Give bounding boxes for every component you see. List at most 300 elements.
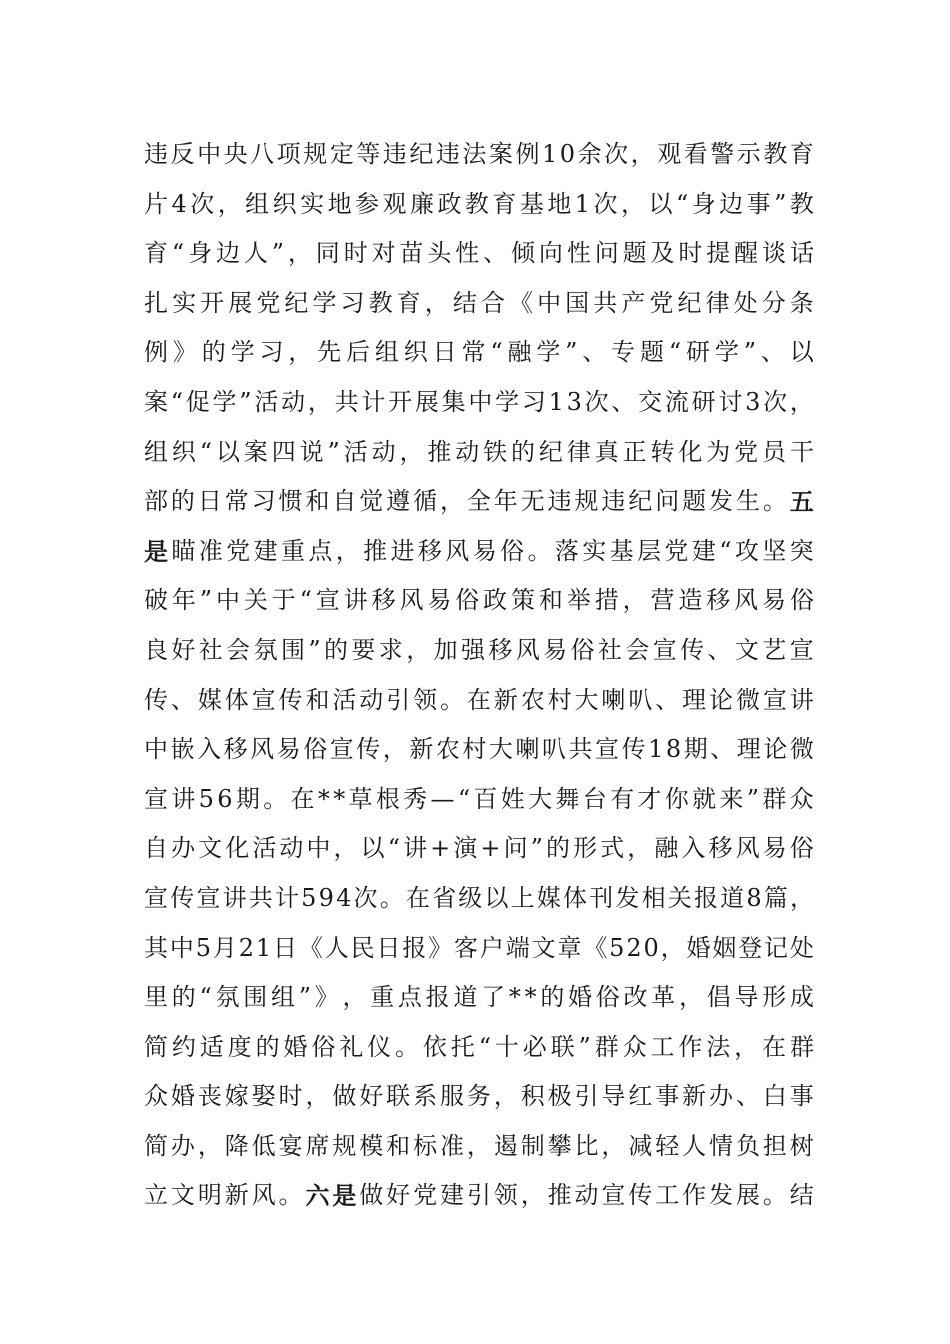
text-char: 以 bbox=[360, 834, 385, 863]
text-char: 倡 bbox=[706, 983, 731, 1012]
text-line bbox=[144, 775, 814, 825]
text-char: 比 bbox=[574, 1131, 599, 1160]
text-char: 廉 bbox=[409, 189, 434, 218]
text-char: 低 bbox=[251, 1131, 276, 1160]
text-char: 记 bbox=[764, 933, 789, 962]
text-char: ， bbox=[399, 437, 424, 466]
text-char: 村 bbox=[547, 685, 572, 714]
text-char: ” bbox=[327, 437, 340, 466]
text-char: 身 bbox=[188, 239, 213, 268]
text-char: 促 bbox=[185, 387, 210, 416]
text-char: 红 bbox=[628, 1082, 653, 1111]
text-char: 育 bbox=[789, 140, 814, 168]
text-char: 集 bbox=[441, 387, 466, 416]
text-char: 农 bbox=[520, 685, 545, 714]
body-paragraph bbox=[144, 130, 814, 1221]
bold-heading-char: 是 bbox=[144, 536, 168, 566]
text-char: 大 bbox=[488, 735, 513, 764]
text-char: 习 bbox=[251, 487, 276, 516]
text-char: 参 bbox=[355, 189, 380, 218]
text-char: “ bbox=[668, 338, 682, 367]
text-char: “ bbox=[675, 189, 689, 218]
text-char: 员 bbox=[762, 437, 787, 466]
text-char: 新 bbox=[409, 735, 434, 764]
text-line bbox=[144, 527, 814, 577]
text-char: 党 bbox=[256, 288, 281, 317]
text-char: 规 bbox=[574, 487, 599, 516]
text-char: 于 bbox=[271, 586, 296, 615]
text-char: 。 bbox=[263, 784, 288, 813]
text-char: 、 bbox=[582, 338, 607, 367]
text-char: 合 bbox=[480, 288, 505, 317]
text-char: 才 bbox=[637, 784, 662, 813]
text-line bbox=[144, 130, 814, 180]
text-char: 作 bbox=[678, 1032, 703, 1061]
text-char: 和 bbox=[305, 685, 330, 714]
text-char: 传 bbox=[170, 883, 195, 912]
text-char: 事 bbox=[655, 1082, 680, 1111]
text-char: 党 bbox=[649, 288, 674, 317]
text-char: 四 bbox=[271, 437, 296, 466]
text-char: 政 bbox=[437, 189, 462, 218]
text-char: 舞 bbox=[555, 784, 580, 813]
text-char: 立 bbox=[144, 1181, 168, 1210]
text-char: 演 bbox=[453, 834, 478, 863]
text-char: 式 bbox=[600, 834, 625, 863]
text-char: 话 bbox=[789, 239, 814, 268]
text-char: 农 bbox=[435, 735, 460, 764]
text-char: 登 bbox=[738, 933, 763, 962]
text-char: 律 bbox=[566, 437, 591, 466]
text-char: “ bbox=[170, 387, 184, 416]
text-char: 宴 bbox=[278, 1131, 303, 1160]
text-char: 中 bbox=[169, 933, 194, 962]
text-char: 5 bbox=[301, 883, 317, 912]
text-char: 和 bbox=[386, 1131, 411, 1160]
text-char: 导 bbox=[734, 983, 759, 1012]
text-char: 自 bbox=[332, 487, 357, 516]
text-char: 地 bbox=[547, 189, 572, 218]
text-char: 学 bbox=[212, 387, 237, 416]
text-line bbox=[144, 626, 814, 676]
text-char: 1 bbox=[648, 735, 664, 764]
text-line bbox=[144, 328, 814, 378]
text-char: 媒 bbox=[197, 685, 222, 714]
text-char: 刊 bbox=[589, 883, 614, 912]
text-char: 性 bbox=[455, 239, 480, 268]
text-char: 草 bbox=[348, 784, 373, 813]
text-char: 在 bbox=[762, 1032, 787, 1061]
text-char: ， bbox=[601, 1131, 626, 1160]
text-char: 动 bbox=[455, 437, 480, 466]
text-char: 艺 bbox=[762, 635, 787, 664]
text-char: 重 bbox=[370, 983, 395, 1012]
text-char: 、 bbox=[611, 387, 636, 416]
text-char: ” bbox=[743, 338, 757, 367]
text-char: 日 bbox=[376, 933, 401, 962]
text-char: 理 bbox=[682, 685, 707, 714]
text-line bbox=[144, 576, 814, 626]
text-char: 计 bbox=[274, 883, 299, 912]
text-char: 务 bbox=[466, 1082, 491, 1111]
text-char: 边 bbox=[215, 239, 240, 268]
text-char: 3 bbox=[566, 387, 582, 416]
text-char: 学 bbox=[230, 338, 255, 367]
text-char: 循 bbox=[413, 487, 438, 516]
text-char: 《 bbox=[509, 288, 534, 317]
text-char: 工 bbox=[655, 1181, 680, 1210]
text-char: 准 bbox=[439, 1131, 464, 1160]
text-char: 降 bbox=[224, 1131, 249, 1160]
text-char: 导 bbox=[601, 1082, 626, 1111]
text-line bbox=[144, 874, 814, 924]
text-char: 破 bbox=[144, 586, 168, 615]
text-char: 中 bbox=[468, 387, 493, 416]
text-char: 育 bbox=[492, 189, 517, 218]
text-char: 移 bbox=[708, 834, 733, 863]
text-char: 引 bbox=[466, 1181, 491, 1210]
text-char: 娶 bbox=[251, 1082, 276, 1111]
text-char: 进 bbox=[390, 536, 415, 565]
text-char: 看 bbox=[683, 140, 708, 168]
text-char: 依 bbox=[422, 1032, 447, 1061]
text-line bbox=[144, 1072, 814, 1122]
text-char: 央 bbox=[223, 140, 248, 168]
text-char: 道 bbox=[720, 883, 745, 912]
text-char: 办 bbox=[709, 1082, 734, 1111]
text-char: 育 bbox=[396, 288, 421, 317]
text-char: 日 bbox=[197, 487, 222, 516]
text-char: 里 bbox=[144, 983, 168, 1012]
text-char: 风 bbox=[735, 834, 760, 863]
text-char: 以 bbox=[789, 338, 814, 367]
text-char: 引 bbox=[574, 1082, 599, 1111]
text-char: 风 bbox=[515, 635, 540, 664]
text-char: 群 bbox=[594, 1032, 619, 1061]
text-char: 展 bbox=[735, 1181, 760, 1210]
text-char: 部 bbox=[144, 487, 168, 516]
text-char: 法 bbox=[462, 140, 487, 168]
text-char: 中 bbox=[215, 586, 240, 615]
text-char: 移 bbox=[706, 586, 731, 615]
text-char: 有 bbox=[610, 784, 635, 813]
text-char: 做 bbox=[359, 1181, 384, 1210]
text-char: 婚 bbox=[686, 933, 711, 962]
text-char: ， bbox=[288, 338, 313, 367]
text-char: 性 bbox=[566, 239, 591, 268]
text-char: 纪 bbox=[284, 288, 309, 317]
text-char: 省 bbox=[432, 883, 457, 912]
text-char: 教 bbox=[789, 189, 814, 218]
text-char: 氛 bbox=[215, 983, 240, 1012]
text-char: 党 bbox=[413, 1181, 438, 1210]
text-char: 共 bbox=[593, 288, 618, 317]
text-char: 纪 bbox=[677, 288, 702, 317]
text-char: 传 bbox=[628, 1181, 653, 1210]
text-char: 提 bbox=[706, 239, 731, 268]
text-char: 专 bbox=[611, 338, 636, 367]
text-char: 后 bbox=[346, 338, 371, 367]
text-char: 讨 bbox=[718, 387, 743, 416]
text-char: ， bbox=[630, 140, 655, 168]
text-char: * bbox=[333, 784, 346, 813]
text-char: 举 bbox=[566, 586, 591, 615]
text-char: 动 bbox=[279, 834, 304, 863]
text-char: 宣 bbox=[762, 685, 787, 714]
text-char: 建 bbox=[439, 1181, 464, 1210]
text-char: 丧 bbox=[197, 1082, 222, 1111]
text-char: 会 bbox=[226, 635, 251, 664]
text-char: 良 bbox=[144, 635, 168, 664]
text-char: 实 bbox=[582, 536, 607, 565]
text-char: 以 bbox=[484, 883, 509, 912]
text-char: 的 bbox=[255, 1032, 280, 1061]
text-char: “ bbox=[299, 586, 312, 615]
text-char: 推 bbox=[427, 437, 452, 466]
text-char: 建 bbox=[691, 536, 716, 565]
text-char: 发 bbox=[615, 883, 640, 912]
text-char: 微 bbox=[735, 685, 760, 714]
text-char: + bbox=[480, 834, 501, 863]
text-char: 易 bbox=[762, 834, 787, 863]
text-char: 交 bbox=[638, 387, 663, 416]
text-char: 、 bbox=[707, 635, 732, 664]
text-char: 在 bbox=[290, 784, 315, 813]
text-char: 。 bbox=[395, 1032, 420, 1061]
text-char: 正 bbox=[622, 437, 647, 466]
text-char: 为 bbox=[706, 437, 731, 466]
text-char: 在 bbox=[405, 883, 430, 912]
text-char: 在 bbox=[466, 685, 491, 714]
text-char: 明 bbox=[197, 1181, 222, 1210]
text-char: 处 bbox=[789, 933, 814, 962]
text-char: 常 bbox=[224, 487, 249, 516]
text-char: 要 bbox=[351, 635, 376, 664]
text-char: 中 bbox=[537, 288, 562, 317]
text-char: 做 bbox=[332, 1082, 357, 1111]
text-char: 了 bbox=[481, 983, 506, 1012]
text-char: 1 bbox=[548, 387, 564, 416]
text-char: ， bbox=[439, 487, 464, 516]
text-char: * bbox=[508, 983, 521, 1012]
text-char: 客 bbox=[454, 933, 479, 962]
text-char: 无 bbox=[520, 487, 545, 516]
text-char: 纪 bbox=[538, 437, 563, 466]
text-char: 落 bbox=[554, 536, 579, 565]
text-char: 推 bbox=[547, 1181, 572, 1210]
text-char: 联 bbox=[550, 1032, 575, 1061]
text-char: 规 bbox=[303, 140, 328, 168]
text-char: 情 bbox=[709, 1131, 734, 1160]
text-char: 。 bbox=[278, 1181, 303, 1210]
text-char: 自 bbox=[144, 834, 168, 863]
text-char: 5 bbox=[195, 933, 211, 962]
text-char: 真 bbox=[594, 437, 619, 466]
text-char: 百 bbox=[473, 784, 498, 813]
text-char: 等 bbox=[356, 140, 381, 168]
text-char: ， bbox=[217, 189, 242, 218]
text-char: 体 bbox=[224, 685, 249, 714]
text-char: 活 bbox=[254, 387, 279, 416]
text-char: 报 bbox=[425, 983, 450, 1012]
text-char: 次 bbox=[593, 189, 618, 218]
text-char: 宣 bbox=[595, 735, 620, 764]
text-char: 4 bbox=[171, 189, 187, 218]
text-char: 织 bbox=[403, 338, 428, 367]
text-char: ， bbox=[622, 586, 647, 615]
text-char: 传 bbox=[621, 735, 646, 764]
text-char: 扎 bbox=[144, 288, 168, 317]
text-char: 引 bbox=[386, 685, 411, 714]
text-char: 俗 bbox=[500, 536, 525, 565]
text-char: 、 bbox=[655, 685, 680, 714]
text-char: 俗 bbox=[455, 586, 480, 615]
text-char: 边 bbox=[719, 189, 744, 218]
text-char: 建 bbox=[253, 536, 278, 565]
text-char: 氛 bbox=[253, 635, 278, 664]
text-char: “ bbox=[199, 437, 213, 466]
text-char: 政 bbox=[483, 586, 508, 615]
text-char: 教 bbox=[368, 288, 393, 317]
text-char: 共 bbox=[248, 883, 273, 912]
text-char: 风 bbox=[734, 586, 759, 615]
text-char: ， bbox=[520, 1181, 545, 1210]
text-char: 纪 bbox=[409, 140, 434, 168]
text-char: 入 bbox=[197, 735, 222, 764]
text-char: 领 bbox=[493, 1181, 518, 1210]
text-char: 发 bbox=[709, 487, 734, 516]
text-char: 人 bbox=[324, 933, 349, 962]
text-char: “ bbox=[199, 983, 212, 1012]
text-char: 报 bbox=[402, 933, 427, 962]
text-char: 来 bbox=[719, 784, 744, 813]
text-char: 模 bbox=[359, 1131, 384, 1160]
text-char: ， bbox=[493, 1082, 518, 1111]
text-char: 宣 bbox=[652, 635, 677, 664]
text-char: 、 bbox=[735, 1082, 760, 1111]
text-char: 简 bbox=[144, 1032, 168, 1061]
text-char: 俗 bbox=[789, 586, 814, 615]
text-line bbox=[144, 973, 814, 1023]
text-char: ” bbox=[565, 338, 578, 367]
text-char: 你 bbox=[664, 784, 689, 813]
text-char: “ bbox=[478, 1032, 491, 1061]
text-char: 》 bbox=[314, 983, 339, 1012]
text-char: 民 bbox=[350, 933, 375, 962]
text-char: 宣 bbox=[315, 586, 340, 615]
text-char: “ bbox=[719, 536, 732, 565]
text-line bbox=[144, 1122, 814, 1172]
text-char: 织 bbox=[171, 437, 196, 466]
text-char: 时 bbox=[678, 239, 703, 268]
text-char: 开 bbox=[388, 387, 413, 416]
text-char: 向 bbox=[538, 239, 563, 268]
text-char: 9 bbox=[318, 883, 334, 912]
text-char: 期 bbox=[683, 735, 708, 764]
text-char: 围 bbox=[243, 983, 268, 1012]
text-char: 相 bbox=[641, 883, 666, 912]
text-line bbox=[144, 279, 814, 329]
text-char: 实 bbox=[172, 288, 197, 317]
text-char: 学 bbox=[495, 387, 520, 416]
text-char: 移 bbox=[371, 586, 396, 615]
text-char: 。 bbox=[379, 883, 404, 912]
text-char: ” bbox=[530, 834, 543, 863]
text-char: 0 bbox=[643, 933, 659, 962]
text-char: 俗 bbox=[311, 1032, 336, 1061]
text-char: 加 bbox=[433, 635, 458, 664]
text-char: 中 bbox=[306, 834, 331, 863]
text-char: 席 bbox=[305, 1131, 330, 1160]
text-char: 重 bbox=[280, 536, 305, 565]
text-char: 人 bbox=[243, 239, 268, 268]
text-char: 的 bbox=[546, 834, 571, 863]
text-char: 攀 bbox=[547, 1131, 572, 1160]
text-char: 和 bbox=[305, 487, 330, 516]
text-char: 日 bbox=[273, 933, 297, 962]
text-char: 动 bbox=[359, 685, 384, 714]
text-char: 叭 bbox=[628, 685, 653, 714]
text-char: 次 bbox=[353, 883, 378, 912]
text-char: 基 bbox=[609, 536, 634, 565]
text-char: 制 bbox=[520, 1131, 545, 1160]
text-char: 营 bbox=[650, 586, 675, 615]
text-char: 以 bbox=[215, 437, 240, 466]
text-char: 端 bbox=[505, 933, 530, 962]
text-char: 遏 bbox=[493, 1131, 518, 1160]
text-char: 3 bbox=[745, 387, 761, 416]
text-char: 章 bbox=[557, 933, 582, 962]
text-char: 事 bbox=[789, 1082, 814, 1111]
text-char: 简 bbox=[144, 1131, 168, 1160]
text-char: 干 bbox=[789, 437, 814, 466]
text-char: 5 bbox=[198, 784, 214, 813]
text-char: 8 bbox=[746, 883, 762, 912]
text-char: 传 bbox=[680, 635, 705, 664]
text-char: 次 bbox=[604, 140, 629, 168]
text-char: 说 bbox=[299, 437, 324, 466]
text-char: 时 bbox=[278, 1082, 303, 1111]
text-char: 托 bbox=[450, 1032, 475, 1061]
text-char: ， bbox=[734, 1032, 759, 1061]
text-line bbox=[144, 676, 814, 726]
text-char: ” bbox=[308, 635, 321, 664]
text-line bbox=[144, 477, 814, 527]
text-char: 讲 bbox=[343, 586, 368, 615]
text-char: 好 bbox=[171, 635, 196, 664]
text-char: 违 bbox=[144, 140, 168, 168]
text-char: 上 bbox=[510, 883, 535, 912]
text-line bbox=[144, 924, 814, 974]
text-char: 年 bbox=[171, 586, 196, 615]
text-char: 醒 bbox=[734, 239, 759, 268]
text-char: 喇 bbox=[601, 685, 626, 714]
text-char: 活 bbox=[332, 685, 357, 714]
text-char: 次 bbox=[584, 387, 609, 416]
text-char: 实 bbox=[300, 189, 325, 218]
text-char: 讲 bbox=[222, 883, 247, 912]
text-char: 造 bbox=[678, 586, 703, 615]
text-char: 定 bbox=[329, 140, 354, 168]
text-char: 众 bbox=[789, 784, 814, 813]
text-char: 结 bbox=[452, 288, 477, 317]
text-char: 遵 bbox=[386, 487, 411, 516]
text-char: 社 bbox=[597, 635, 622, 664]
text-char: ， bbox=[621, 189, 645, 218]
text-char: 仪 bbox=[367, 1032, 392, 1061]
text-char: 组 bbox=[144, 437, 168, 466]
text-char: 工 bbox=[650, 1032, 675, 1061]
